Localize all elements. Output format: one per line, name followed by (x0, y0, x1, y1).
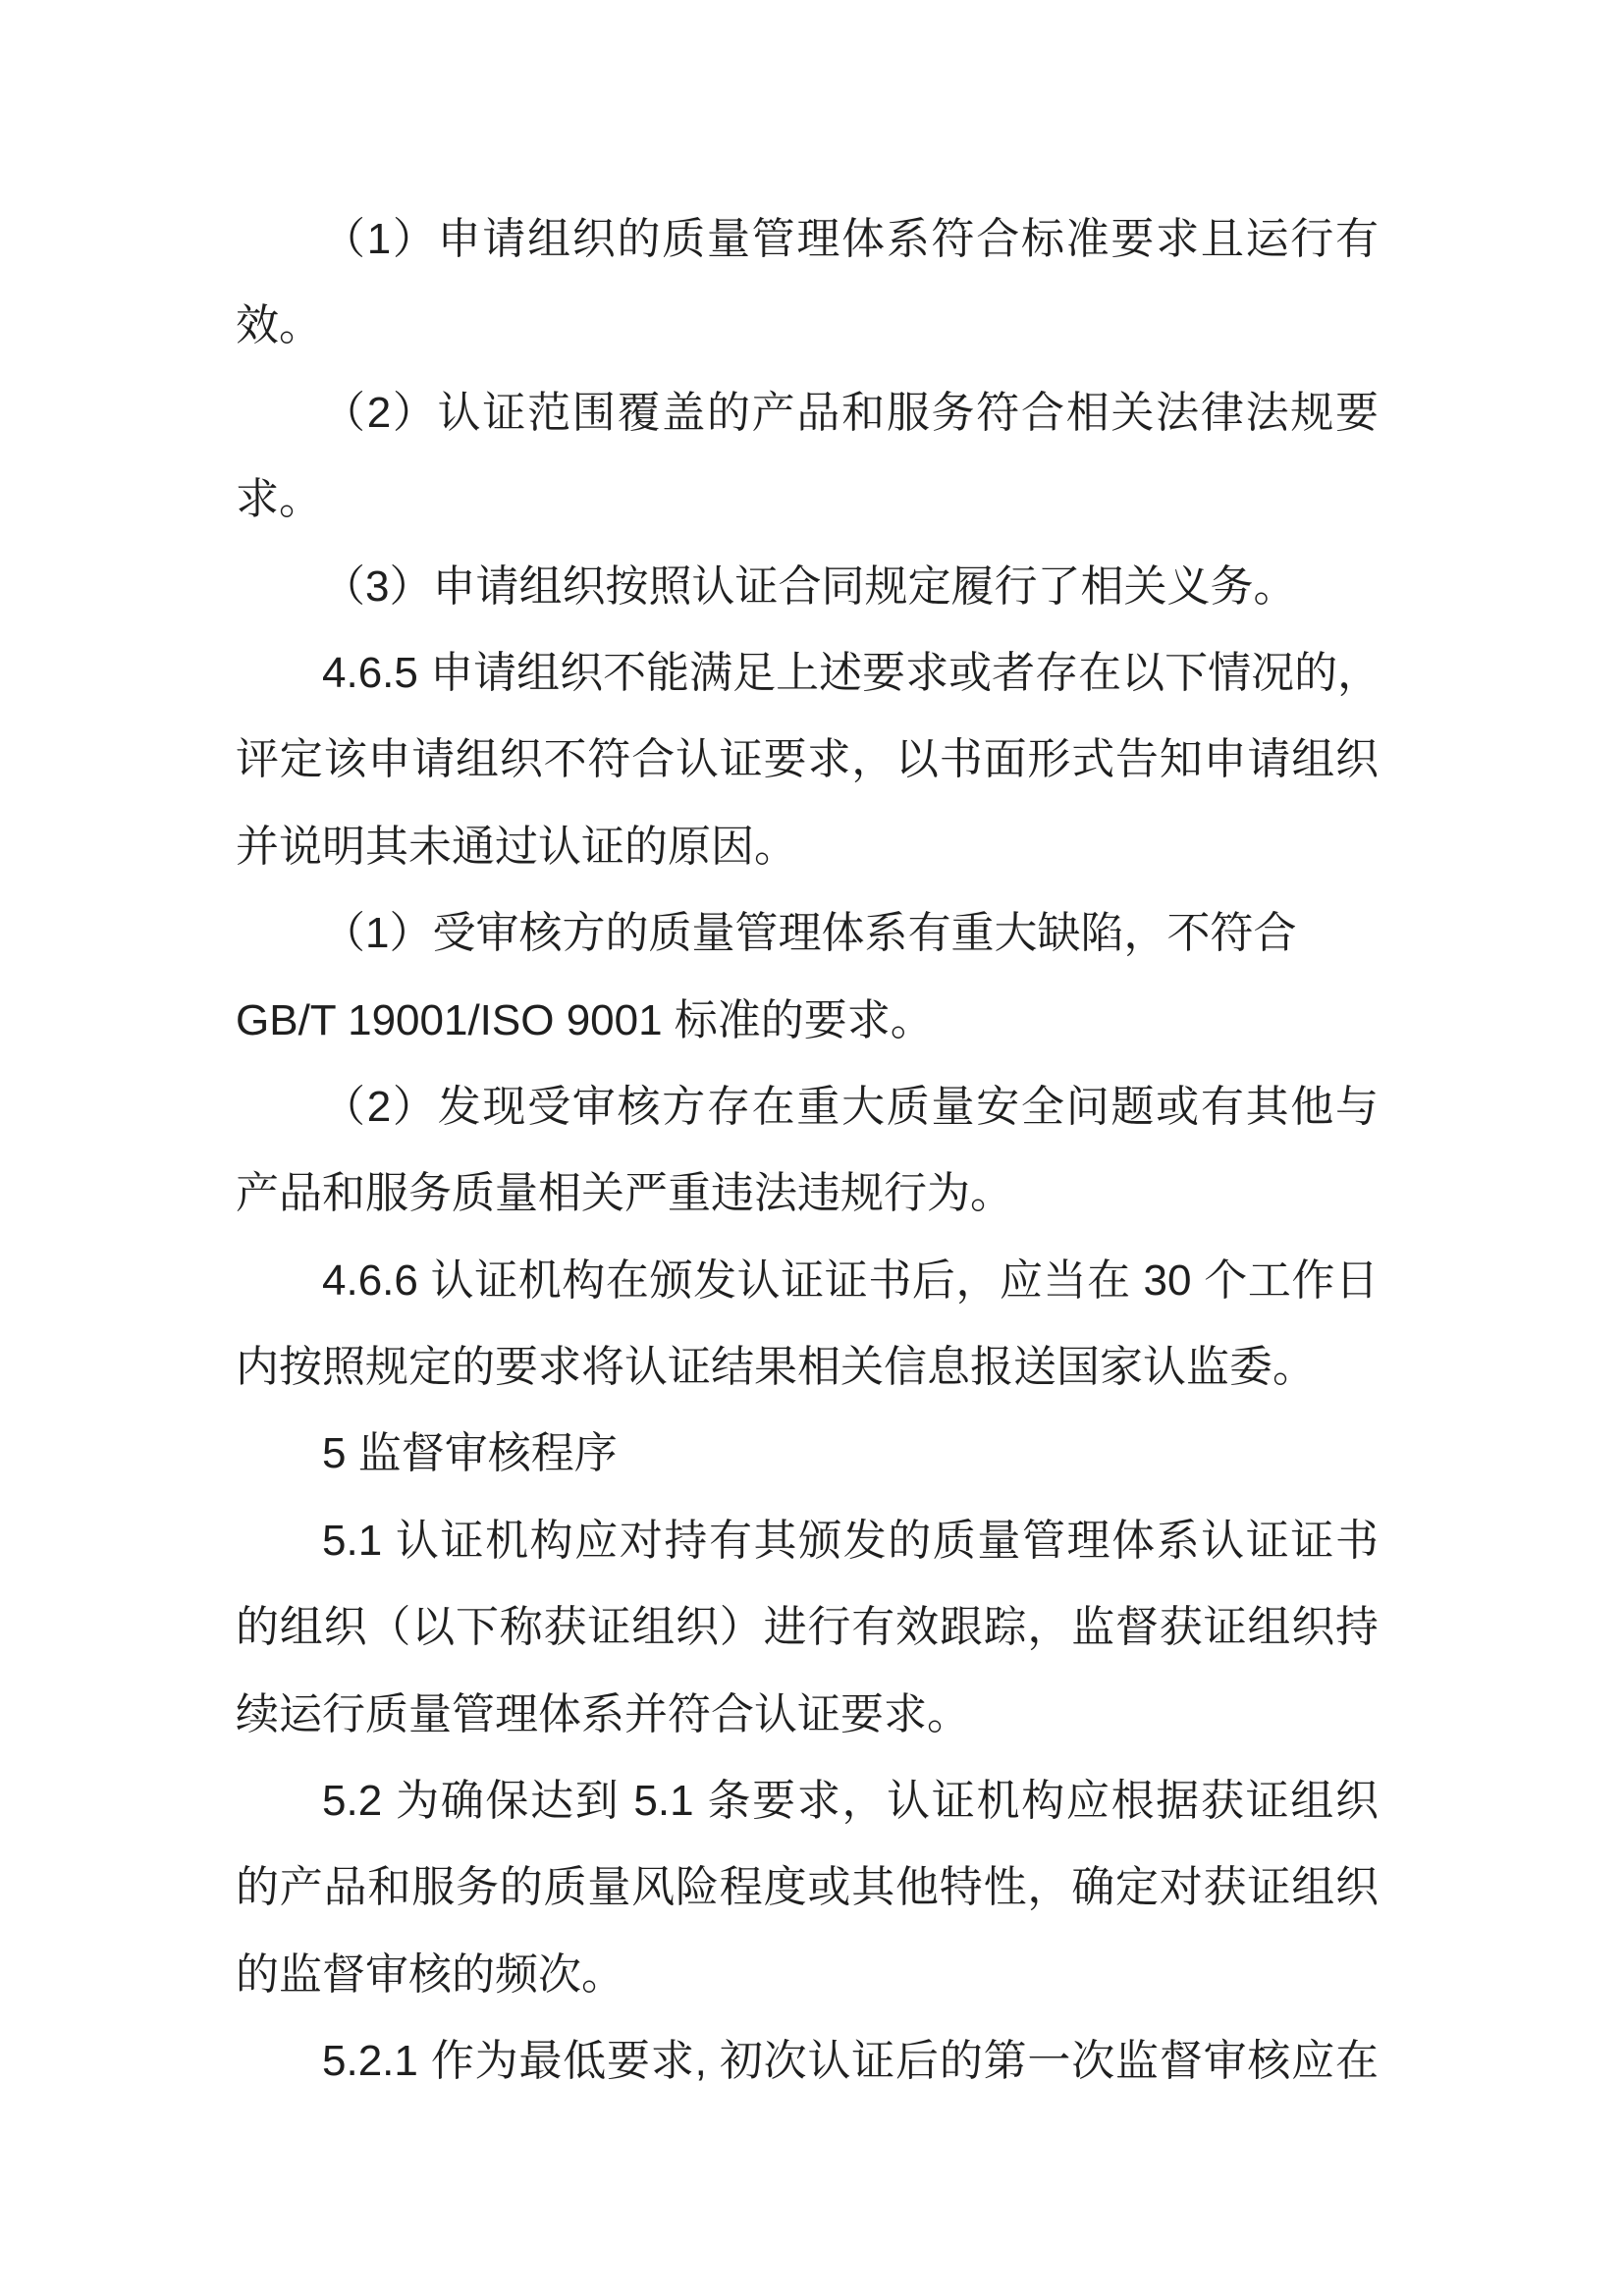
text-line: （2）发现受审核方存在重大质量安全问题或有其他与 (322, 1082, 1379, 1131)
text-line: 5 监督审核程序 (322, 1429, 618, 1478)
text-line: 4.6.6 认证机构在颁发认证证书后，应当在 30 个工作日 (322, 1255, 1379, 1305)
text-line: 的产品和服务的质量风险程度或其他特性，确定对获证组织 (236, 1863, 1379, 1912)
text-line: （1）受审核方的质量管理体系有重大缺陷，不符合 (322, 909, 1297, 958)
text-line: （2）认证范围覆盖的产品和服务符合相关法律法规要 (322, 388, 1379, 437)
text-line: 并说明其未通过认证的原因。 (236, 822, 797, 871)
text-line: 求。 (236, 475, 322, 524)
text-line: 5.2 为确保达到 5.1 条要求，认证机构应根据获证组织 (322, 1777, 1379, 1826)
text-line: 的组织（以下称获证组织）进行有效跟踪，监督获证组织持 (236, 1603, 1379, 1652)
text-line: 4.6.5 申请组织不能满足上述要求或者存在以下情况的， (322, 648, 1381, 697)
text-line: 评定该申请组织不符合认证要求，以书面形式告知申请组织 (236, 735, 1379, 784)
document-body (236, 196, 1379, 2106)
text-line: 的监督审核的频次。 (236, 1949, 624, 1999)
text-line: （1）申请组织的质量管理体系符合标准要求且运行有 (322, 215, 1379, 263)
text-line: 5.1 认证机构应对持有其颁发的质量管理体系认证证书 (322, 1516, 1379, 1565)
text-line: GB/T 19001/ISO 9001 标准的要求。 (236, 995, 934, 1044)
text-line: 效。 (236, 301, 322, 350)
text-line: 产品和服务质量相关严重违法违规行为。 (236, 1169, 1013, 1218)
text-line: 内按照规定的要求将认证结果相关信息报送国家认监委。 (236, 1343, 1316, 1392)
text-line: （3）申请组织按照认证合同规定履行了相关义务。 (322, 561, 1297, 611)
text-line: 5.2.1 作为最低要求, 初次认证后的第一次监督审核应在 (322, 2037, 1379, 2086)
text-line: 续运行质量管理体系并符合认证要求。 (236, 1689, 970, 1738)
